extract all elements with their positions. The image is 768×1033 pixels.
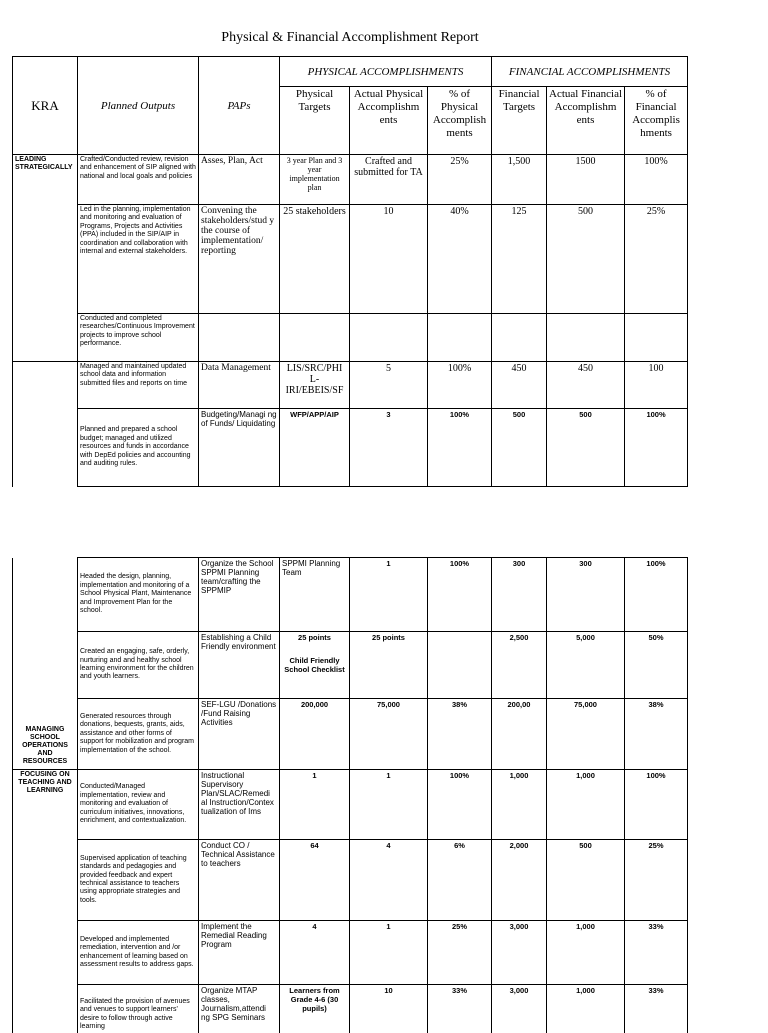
actual-physical: 3 — [350, 409, 428, 487]
actual-physical: 75,000 — [350, 699, 428, 770]
table-row — [13, 155, 688, 205]
actual-physical: 25 points — [350, 632, 428, 699]
table-row — [13, 558, 688, 632]
physical-target: Learners from Grade 4-6 (30 pupils) — [280, 985, 350, 1033]
planned-output: Headed the design, planning, implementation and monitoring of a School Physical Plant, Maintenance and Improvement Plan for the school. — [78, 558, 199, 632]
pct-financial: 100% — [625, 155, 688, 205]
pct-physical: 25% — [428, 155, 492, 205]
planned-output: Crafted/Conducted review, revision and enhancement of SIP aligned with national and local goals and policies — [78, 155, 199, 205]
actual-financial: 500 — [547, 840, 625, 921]
pap: Organize the School SPPMI Planning team/crafting the SPPMIP — [199, 558, 280, 632]
physical-target: WFP/APP/AIP — [280, 409, 350, 487]
financial-target: 200,00 — [492, 699, 547, 770]
kra-cell: LEADING STRATEGICALLY — [13, 155, 78, 362]
pct-physical: 33% — [428, 985, 492, 1033]
actual-physical: 1 — [350, 770, 428, 840]
actual-physical: 5 — [350, 362, 428, 409]
pap: Conduct CO / Technical Assistance to teachers — [199, 840, 280, 921]
table-row — [13, 314, 688, 362]
header-paps: PAPs — [199, 57, 280, 155]
financial-target: 3,000 — [492, 921, 547, 985]
pap: Asses, Plan, Act — [199, 155, 280, 205]
kra-cell: MANAGING SCHOOL OPERATIONS AND RESOURCES — [13, 558, 78, 770]
pct-financial: 100 — [625, 362, 688, 409]
header-physical-targets: Physical Targets — [280, 87, 350, 155]
actual-physical: Crafted and submitted for TA — [350, 155, 428, 205]
financial-target: 1,000 — [492, 770, 547, 840]
accomplishment-table-part-1 — [12, 56, 688, 487]
financial-target: 2,000 — [492, 840, 547, 921]
physical-target: 200,000 — [280, 699, 350, 770]
table-row — [13, 632, 688, 699]
table-row — [13, 921, 688, 985]
planned-output: Led in the planning, implementation and monitoring and evaluation of Programs, Projects and Activities (PPA) included in the SIP/AIP in coordination and collaboration with internal and external stakeholders. — [78, 205, 199, 314]
pct-physical: 25% — [428, 921, 492, 985]
pct-physical: 100% — [428, 770, 492, 840]
header-pct-financial: % of Financial Accomplis hments — [625, 87, 688, 155]
header-financial-accomplishments: FINANCIAL ACCOMPLISHMENTS — [492, 57, 688, 87]
header-kra: KRA — [13, 57, 78, 155]
physical-target-note: Child Friendly School Checklist — [284, 656, 345, 674]
pap: Establishing a Child Friendly environment — [199, 632, 280, 699]
actual-financial: 1,000 — [547, 921, 625, 985]
pct-physical: 6% — [428, 840, 492, 921]
pct-physical — [428, 632, 492, 699]
header-actual-physical: Actual Physical Accomplishm ents — [350, 87, 428, 155]
table-row — [13, 362, 688, 409]
planned-output: Created an engaging, safe, orderly, nurturing and and healthy school learning environment for the children and youth learners. — [78, 632, 199, 699]
actual-physical: 10 — [350, 985, 428, 1033]
planned-output: Conducted/Managed implementation, review and monitoring and evaluation of curriculum initiatives, innovations, enrichment, and contextualization. — [78, 770, 199, 840]
table-row — [13, 770, 688, 840]
report-title: Physical & Financial Accomplishment Report — [221, 30, 479, 45]
pct-physical: 38% — [428, 699, 492, 770]
financial-target: 300 — [492, 558, 547, 632]
pct-physical: 100% — [428, 558, 492, 632]
actual-financial — [547, 314, 625, 362]
financial-target — [492, 314, 547, 362]
physical-target: 4 — [280, 921, 350, 985]
financial-target: 3,000 — [492, 985, 547, 1033]
pap: Implement the Remedial Reading Program — [199, 921, 280, 985]
planned-output: Conducted and completed researches/Continuous Improvement projects to improve school performance. — [78, 314, 199, 362]
physical-target: 25 stakeholders — [280, 205, 350, 314]
actual-financial: 500 — [547, 409, 625, 487]
pap — [199, 314, 280, 362]
header-actual-financial: Actual Financial Accomplishm ents — [547, 87, 625, 155]
physical-target: SPPMI Planning Team — [280, 558, 350, 632]
financial-target: 450 — [492, 362, 547, 409]
pap: Budgeting/Managi ng of Funds/ Liquidating — [199, 409, 280, 487]
pap: Organize MTAP classes, Journalism,attendi ng SPG Seminars — [199, 985, 280, 1033]
pct-financial: 100% — [625, 770, 688, 840]
table-row — [13, 205, 688, 314]
physical-target — [280, 314, 350, 362]
pap: Data Management — [199, 362, 280, 409]
planned-output: Supervised application of teaching standards and pedagogies and provided feedback and expert technical assistance to teachers using appropriate strategies and tools. — [78, 840, 199, 921]
accomplishment-table-part-2 — [12, 557, 688, 1033]
pct-financial: 33% — [625, 921, 688, 985]
actual-physical: 1 — [350, 921, 428, 985]
pct-physical: 100% — [428, 409, 492, 487]
pct-financial: 38% — [625, 699, 688, 770]
pct-financial — [625, 314, 688, 362]
pap: Convening the stakeholders/stud y the course of implementation/ reporting — [199, 205, 280, 314]
table-row — [13, 840, 688, 921]
actual-financial: 5,000 — [547, 632, 625, 699]
pct-financial: 33% — [625, 985, 688, 1033]
pct-financial: 100% — [625, 409, 688, 487]
actual-physical: 4 — [350, 840, 428, 921]
pct-financial: 50% — [625, 632, 688, 699]
planned-output: Managed and maintained updated school data and information submitted files and reports on time — [78, 362, 199, 409]
physical-target: 3 year Plan and 3 year implementation plan — [280, 155, 350, 205]
header-financial-targets: Financial Targets — [492, 87, 547, 155]
header-physical-accomplishments: PHYSICAL ACCOMPLISHMENTS — [280, 57, 492, 87]
financial-target: 2,500 — [492, 632, 547, 699]
planned-output: Generated resources through donations, bequests, grants, aids, assistance and other forms of support for mobilization and program implementation of the school. — [78, 699, 199, 770]
pct-financial: 25% — [625, 840, 688, 921]
physical-target: 1 — [280, 770, 350, 840]
kra-cell: FOCUSING ON TEACHING AND LEARNING — [13, 770, 78, 1033]
actual-financial: 1,000 — [547, 770, 625, 840]
pct-financial: 25% — [625, 205, 688, 314]
actual-financial: 300 — [547, 558, 625, 632]
actual-financial: 1,000 — [547, 985, 625, 1033]
actual-financial: 450 — [547, 362, 625, 409]
header-planned-outputs: Planned Outputs — [78, 57, 199, 155]
table-row — [13, 699, 688, 770]
pap: SEF-LGU /Donations /Fund Raising Activities — [199, 699, 280, 770]
physical-target — [280, 632, 350, 699]
header-pct-physical: % of Physical Accomplish ments — [428, 87, 492, 155]
table-row — [13, 985, 688, 1033]
pct-physical: 40% — [428, 205, 492, 314]
table-row — [13, 409, 688, 487]
pct-physical — [428, 314, 492, 362]
physical-target-value: 25 points — [298, 633, 331, 642]
planned-output: Developed and implemented remediation, intervention and /or enhancement of learning based on assessment results to address gaps. — [78, 921, 199, 985]
actual-financial: 500 — [547, 205, 625, 314]
financial-target: 500 — [492, 409, 547, 487]
financial-target: 125 — [492, 205, 547, 314]
physical-target: LIS/SRC/PHI L-IRI/EBEIS/SF — [280, 362, 350, 409]
pct-financial: 100% — [625, 558, 688, 632]
actual-physical: 10 — [350, 205, 428, 314]
financial-target: 1,500 — [492, 155, 547, 205]
planned-output: Facilitated the provision of avenues and venues to support learners' desire to follow through active learning — [78, 985, 199, 1033]
kra-cell — [13, 362, 78, 487]
actual-financial: 1500 — [547, 155, 625, 205]
physical-target: 64 — [280, 840, 350, 921]
actual-financial: 75,000 — [547, 699, 625, 770]
pct-physical: 100% — [428, 362, 492, 409]
actual-physical — [350, 314, 428, 362]
planned-output: Planned and prepared a school budget; managed and utilized resources and funds in accordance with DepEd policies and accounting and auditing rules. — [78, 409, 199, 487]
pap: Instructional Supervisory Plan/SLAC/Remedi al Instruction/Contex tualization of Ims — [199, 770, 280, 840]
actual-physical: 1 — [350, 558, 428, 632]
